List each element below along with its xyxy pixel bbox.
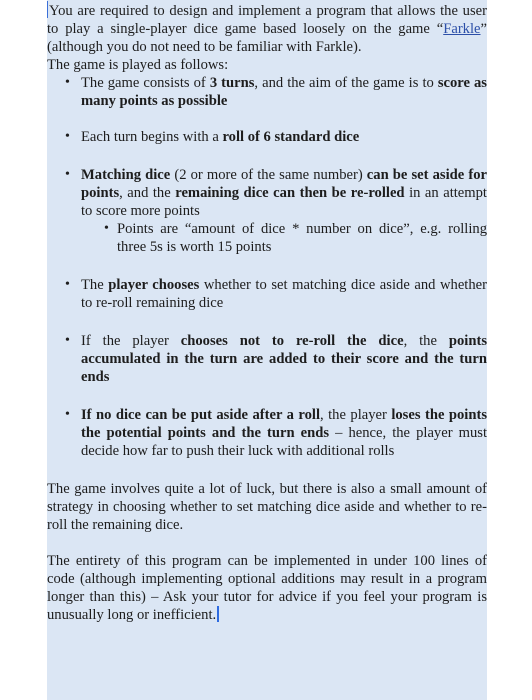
text: , and the <box>119 185 176 201</box>
bold-text: can be set aside for points <box>81 167 487 201</box>
spacer <box>47 386 487 406</box>
bold-text: points accumulated in the turn are added to their score and the turn ends <box>81 333 487 385</box>
bold-text: score as many points as possible <box>81 75 487 109</box>
spacer <box>47 256 487 276</box>
assignment-document <box>47 0 487 700</box>
bold-text: If no dice can be put aside after a roll <box>81 407 321 423</box>
text: – hence, the player must decide how far to push their luck with additional rolls <box>81 425 488 459</box>
spacer <box>47 146 487 166</box>
spacer <box>47 110 487 128</box>
list-item <box>47 332 487 386</box>
list-item <box>47 74 487 110</box>
text-cursor <box>217 606 219 622</box>
text: (2 or more of the same number) <box>170 167 367 183</box>
bold-text: 3 turns <box>209 75 255 91</box>
text: , and the aim of the game is to <box>254 75 438 91</box>
list-item <box>47 166 487 220</box>
text: , the <box>403 333 449 349</box>
intro-paragraph <box>47 0 487 56</box>
bold-text: loses the points the potential points and the turn ends <box>81 407 488 441</box>
spacer <box>47 534 487 552</box>
rules-intro: The game is played as follows: <box>47 57 229 73</box>
closing-paragraph-1: The game involves quite a lot of luck, but there is also a small amount of strategy in choosing whether to set matching dice aside and whether to re-roll the remaining dice. <box>47 481 487 533</box>
text: in an attempt to score more points <box>81 185 487 219</box>
closing-paragraph-2 <box>47 552 487 624</box>
list-item <box>47 276 487 312</box>
bold-text: remaining dice can then be re-rolled <box>175 185 405 201</box>
text: , the player <box>320 407 392 423</box>
spacer <box>47 312 487 332</box>
text: Each turn begins with a <box>81 129 223 145</box>
list-item <box>47 128 487 146</box>
text: whether to set matching dice aside and whether to re-roll remaining dice <box>81 277 487 311</box>
list-item <box>47 406 487 460</box>
text: The <box>81 277 109 293</box>
bold-text: Matching dice <box>81 167 171 183</box>
bold-text: player chooses <box>108 277 200 293</box>
text: The game consists of <box>81 75 210 91</box>
intro-text: You are required to design and implement a program that allows the user to play a single-player dice game based loosely on the game “ <box>47 3 487 37</box>
intro-text-end: ” (although you do not need to be familiar with Farkle). <box>47 21 487 55</box>
sub-list-item: • Points are “amount of dice * number on dice”, e.g. rolling three 5s is worth 15 points <box>47 220 487 256</box>
spacer <box>47 460 487 480</box>
bold-text: roll of 6 standard dice <box>222 129 360 145</box>
text: If the player <box>81 333 181 349</box>
farkle-link[interactable]: Farkle <box>443 21 481 37</box>
rules-list <box>47 74 487 460</box>
closing-text: The entirety of this program can be implemented in under 100 lines of code (although implementing optional additions may result in a program longer than this) – Ask your tutor for advice if you feel your program is unusually long or inefficient. <box>47 553 487 623</box>
bold-text: chooses not to re-roll the dice <box>180 333 404 349</box>
text-cursor <box>47 1 48 18</box>
